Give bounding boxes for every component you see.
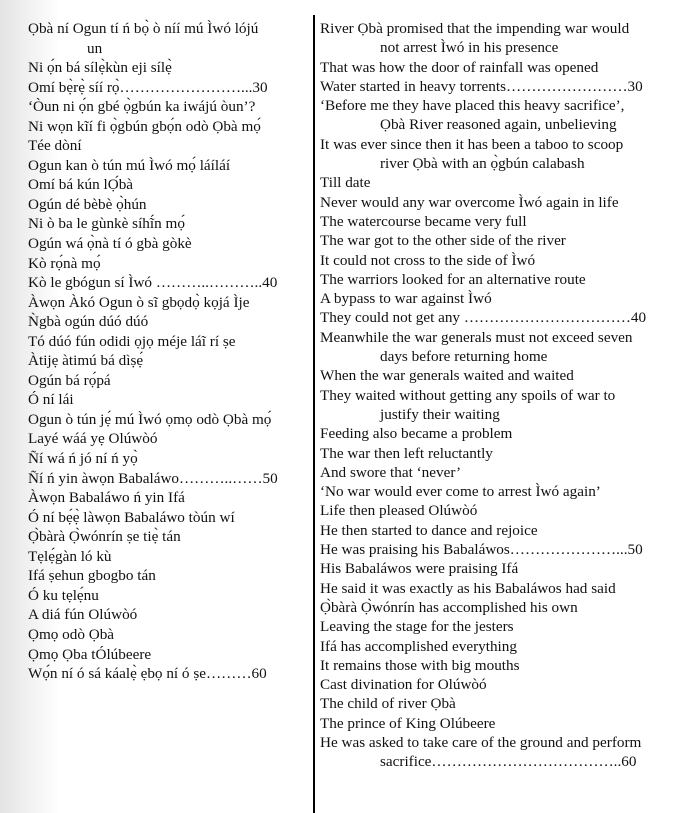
verse-line: Feeding also became a problem xyxy=(320,425,513,443)
verse-line: The watercourse became very full xyxy=(320,212,527,230)
verse-line: And swore that ‘never’ xyxy=(320,463,461,481)
verse-line: It remains those with big mouths xyxy=(320,656,520,674)
verse-line: Ni ò ba le gùnkè síhĩ́n mọ́ xyxy=(28,215,185,233)
verse-line: It was ever since then it has been a taboo to scoop xyxy=(320,135,624,153)
verse-line: He said it was exactly as his Babaláwos had said xyxy=(320,579,616,597)
verse-line: Life then pleased Olúwòó xyxy=(320,502,478,520)
verse-line: Ó ní bẹ́ẹ̀ làwọn Babaláwo tòún wí xyxy=(28,508,235,526)
verse-line: Tée dòní xyxy=(28,137,82,155)
verse-line: The war got to the other side of the river xyxy=(320,232,566,250)
verse-line: He then started to dance and rejoice xyxy=(320,521,538,539)
verse-line: Ọmọ Ọba tÓlúbeere xyxy=(28,645,152,663)
verse-line: Tẹlẹ́gàn ló kù xyxy=(28,547,112,565)
verse-line: Ó ní lái xyxy=(28,391,74,409)
verse-line: Meanwhile the war generals must not exceed seven xyxy=(320,328,633,346)
verse-line-continuation: days before returning home xyxy=(380,348,548,366)
verse-line: Layé wáá yẹ Olúwòó xyxy=(28,430,158,448)
verse-line: Ọ̀bàrà Ọ̀wónrín ṣe tiẹ̀ tán xyxy=(28,528,181,546)
verse-line: Ogún wá ọ̀nà tí ó gbà gòkè xyxy=(28,235,192,253)
verse-line: Till date xyxy=(320,174,371,192)
verse-line: Ifá ṣehun gbogbo tán xyxy=(28,567,156,585)
verse-line: Cast divination for Olúwòó xyxy=(320,676,487,694)
verse-line: Ñí wá ń jó ní ń yọ̀ xyxy=(28,450,138,468)
verse-line: The warriors looked for an alternative route xyxy=(320,270,586,288)
verse-line-continuation: Ọbà River reasoned again, unbelieving xyxy=(380,116,617,134)
verse-line: ‘Before me they have placed this heavy sacrifice’, xyxy=(320,97,625,115)
verse-line: Kò le gbógun sí Ìwó ………..………..40 xyxy=(28,274,278,292)
verse-line: The child of river Ọbà xyxy=(320,695,456,713)
verse-line-continuation: river Ọbà with an ọ̀gbún calabash xyxy=(380,155,585,173)
verse-line: He was praising his Babaláwos…………………...50 xyxy=(320,541,643,559)
verse-line: ‘Òun ni ọ́n gbé ọ̀gbún ka iwájú òun’? xyxy=(28,98,256,116)
column-divider xyxy=(313,15,315,813)
english-translation-column xyxy=(320,19,690,772)
verse-line: River Ọbà promised that the impending war would xyxy=(320,20,630,37)
verse-line: Ogun kan ò tún mú Ìwó mọ́ láíláí xyxy=(28,156,231,174)
verse-line-continuation: un xyxy=(87,39,103,57)
verse-line: Omí bẹ̀rẹ̀ síí rọ̀……………………...30 xyxy=(28,78,268,96)
verse-line: They waited without getting any spoils of war to xyxy=(320,386,616,404)
verse-line: Ogún bá rọ́pá xyxy=(28,371,111,389)
verse-line: Leaving the stage for the jesters xyxy=(320,618,514,636)
verse-line: When the war generals waited and waited xyxy=(320,367,574,385)
verse-line: Ogún dé bèbè ọ̀hún xyxy=(28,195,147,213)
verse-line: Omí bá kún lỌ́bà xyxy=(28,176,134,194)
verse-line: ‘No war would ever come to arrest Ìwó again’ xyxy=(320,483,601,501)
verse-line: Ifá has accomplished everything xyxy=(320,637,517,655)
verse-line: Ǹgbà ogún dúó dúó xyxy=(28,313,149,331)
verse-line: Never would any war overcome Ìwó again in life xyxy=(320,193,619,211)
verse-line: Àtijẹ àtimú bá dìṣẹ́ xyxy=(28,352,144,370)
verse-line: Ọbà ní Ogun tí ń bọ̀ ò níí mú Ìwó lójú xyxy=(28,20,259,37)
verse-line: The war then left reluctantly xyxy=(320,444,493,462)
verse-line: That was how the door of rainfall was opened xyxy=(320,58,599,76)
verse-line: Ni wọn kĩí fi ọ̀gbún gbọ́n odò Ọbà mọ́ xyxy=(28,117,261,135)
verse-line: Àwọn Àkó Ogun ò sĩ gbọdọ̀ kọjá Ìje xyxy=(28,293,250,311)
yoruba-text-column xyxy=(28,19,310,684)
verse-line: Ó ku tẹlẹ́nu xyxy=(28,586,99,604)
verse-line-continuation: sacrifice………………………………..60 xyxy=(380,753,637,771)
verse-line: Ọmọ odò Ọbà xyxy=(28,625,115,643)
verse-line: Water started in heavy torrents……………………30 xyxy=(320,77,643,95)
verse-line: Àwọn Babaláwo ń yin Ifá xyxy=(28,489,185,507)
verse-line: It could not cross to the side of Ìwó xyxy=(320,251,536,269)
verse-line: Ọ̀bàrà Ọ̀wónrín has accomplished his own xyxy=(320,598,578,616)
verse-line: He was asked to take care of the ground and perform xyxy=(320,733,642,751)
verse-line-continuation: not arrest Ìwó in his presence xyxy=(380,39,559,57)
verse-line: His Babaláwos were praising Ifá xyxy=(320,560,519,578)
verse-line: Ogun ò tún jẹ́ mú Ìwó ọmọ odò Ọbà mọ́ xyxy=(28,410,272,428)
verse-line: The prince of King Olúbeere xyxy=(320,714,496,732)
verse-line: Kò rọ́nà mọ́ xyxy=(28,254,101,272)
verse-line: Tó dúó fún odidi ọjọ méje láĩ rí ṣe xyxy=(28,332,236,350)
verse-line-continuation: justify their waiting xyxy=(380,405,500,423)
verse-line: They could not get any ……………………………40 xyxy=(320,309,647,327)
verse-line: A diá fún Olúwòó xyxy=(28,606,138,624)
verse-line: Wọ́n ní ó sá káalẹ̀ ẹbọ ní ó ṣe………60 xyxy=(28,665,267,683)
verse-line: A bypass to war against Ìwó xyxy=(320,290,492,308)
verse-line: Ni ọ́n bá sílẹ̀kùn eji sílẹ̀ xyxy=(28,59,172,77)
verse-line: Ñí ń yin àwọn Babaláwo………..……50 xyxy=(28,469,278,487)
